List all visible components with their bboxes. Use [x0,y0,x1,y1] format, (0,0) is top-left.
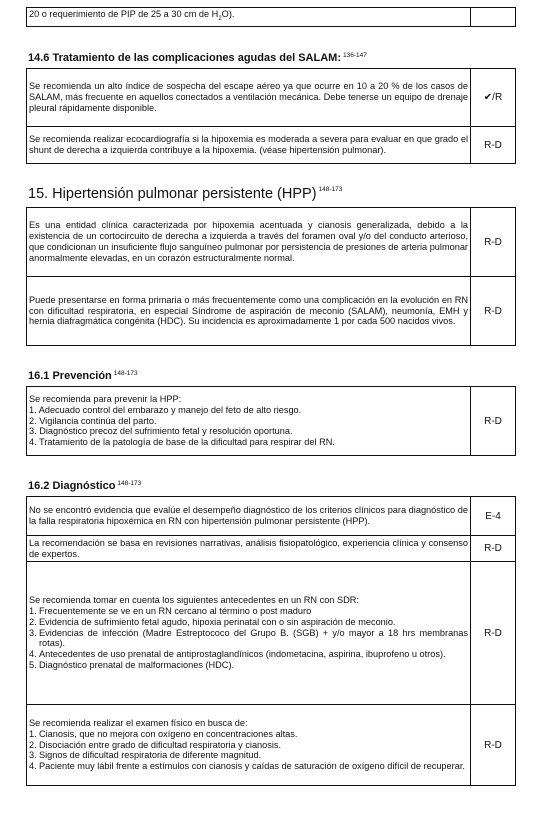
top-row-level [471,8,516,27]
evidence-level: ✔/R [471,69,516,127]
evidence-level: E-4 [471,497,516,536]
list-item: 3. Evidencias de infección (Madre Estreptococo del Grupo B. (SGB) + y/o mayor a 18 hrs membranas rotas). [29,627,468,649]
list-item: 2. Disociación entre grado de dificultad respiratoria y cianosis. [29,739,282,750]
list-item: 3. Signos de dificultad respiratoria de diferente magnitud. [29,750,262,761]
list-item: 4. Tratamiento de la patología de base de la dificultad para respirar del RN. [29,437,335,448]
table-row [27,127,516,164]
list-item: 2. Evidencia de sufrimiento fetal agudo, hipoxia perinatal con o sin aspiración de meconio. [29,616,396,627]
table-top-row [26,7,516,27]
table-row [27,536,516,562]
prevention-list [27,387,471,456]
recommendation-text: Se recomienda realizar ecocardiografía si la hipoxemia es moderada a severa para evaluar en que grado el shunt de derecha a izquierda contribuye a la hipoxemia. (véase hipertensión pulmonar). [27,127,471,164]
evidence-level: R-D [471,208,516,277]
evidence-level: R-D [471,277,516,346]
recommendation-text: No se encontró evidencia que evalúe el desempeño diagnóstico de los criterios clínicos para diagnóstico de la falla respiratoria hipoxémica en RN con hipertensión pulmonar persistente (HPP). [27,497,471,536]
table-14-6 [26,68,516,164]
table-row [27,705,516,786]
table-15 [26,207,516,346]
recommendation-text: Es una entidad clínica caracterizada por hipoxemia acentuada y cianosis generalizada, debido a la existencia de un cortocircuito de derecha a izquierda a través del foramen oval y/o del conducto arterioso, que condicionan un insuficiente flujo sanguíneo pulmonar por persistencia de presiones de arteria pulmonar anormalmente elevadas, en un corazón estructuralmente normal. [27,208,471,277]
list-item: 1. Adecuado control del embarazo y manejo del feto de alto riesgo. [29,404,302,415]
evidence-level: R-D [471,127,516,164]
list-item: 2. Vigilancia continúa del parto. [29,415,157,426]
evidence-level: R-D [471,705,516,786]
recommendation-text: La recomendación se basa en revisiones narrativas, análisis fisiopatológico, experiencia clínica y consenso de expertos. [27,536,471,562]
list-intro: Se recomienda tomar en cuenta los siguientes antecedentes en un RN con SDR: [29,595,359,606]
antecedents-list [27,562,471,705]
table-row [27,387,516,456]
table-row [27,69,516,127]
top-row-text: 20 o requerimiento de PIP de 25 a 30 cm de $H_2O$). [27,8,471,27]
evidence-level: R-D [471,536,516,562]
list-item: 1. Frecuentemente se ve en un RN cercano al término o post maduro [29,606,312,616]
table-16-1 [26,386,516,456]
physical-exam-list [27,705,471,786]
list-item: 4. Antecedentes de uso prenatal de antiprostaglandínicos (indometacina, aspirina, ibuprofeno u otros). [29,649,446,660]
list-intro: Se recomienda para prevenir la HPP: [29,394,182,404]
evidence-level: R-D [471,387,516,456]
list-item: 3. Diagnóstico precoz del sufrimiento fetal y resolución oportuna. [29,426,293,437]
evidence-level: R-D [471,562,516,705]
table-16-2 [26,496,516,786]
recommendation-text: Puede presentarse en forma primaria o más frecuentemente como una complicación en la evolución en RN con dificultad respiratoria, en especial Síndrome de aspiración de meconio (SALAM), neumonía, EMH y hernia diafragmática congénita (HDC). Su incidencia es aproximadamente 1 por cada 500 nacidos vivos. [27,277,471,346]
table-row [27,562,516,705]
table-row [27,277,516,346]
list-item: 4. Paciente muy lábil frente a estímulos con cianosis y caídas de saturación de oxígeno difícil de recuperar. [29,761,465,772]
list-item: 1. Cianosis, que no mejora con oxígeno en concentraciones altas. [29,728,298,739]
section-heading-16-1: 16.1 Prevención $^{148-173}$ [28,370,138,382]
list-intro: Se recomienda realizar el examen físico en busca de: [29,718,248,728]
section-heading-14-6: 14.6 Tratamiento de las complicaciones agudas del SALAM: $^{136-147}$ [28,52,367,64]
section-heading-15: 15. Hipertensión pulmonar persistente (HPP) $^{148-173}$ [28,186,343,202]
table-row [27,208,516,277]
list-item: 5. Diagnóstico prenatal de malformaciones (HDC). [29,659,235,670]
section-heading-16-2: 16.2 Diagnóstico $^{148-173}$ [28,480,142,492]
table-row [27,497,516,536]
recommendation-text: Se recomienda un alto índice de sospecha del escape aéreo ya que ocurre en 10 a 20 % de los casos de SALAM, más frecuente en aquellos conectados a ventilación mecánica. Debe tenerse un equipo de drenaje pleural rápidamente disponible. [27,69,471,127]
